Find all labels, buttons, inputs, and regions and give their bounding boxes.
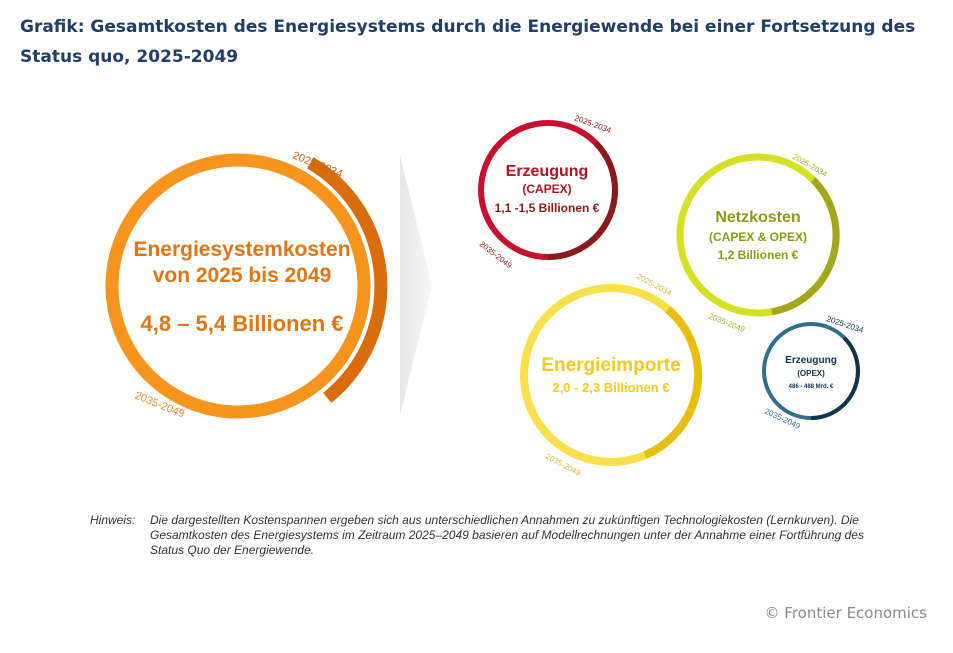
main-title-line1: Energiesystemkosten — [133, 238, 351, 261]
flow-arrow — [400, 155, 432, 415]
label-bottom: 2035-2049 — [763, 406, 802, 431]
title: Erzeugung — [505, 163, 589, 180]
main-cost-circle — [112, 150, 381, 421]
value: 2,0 - 2,3 Billionen € — [552, 380, 670, 395]
ring-dark — [772, 180, 836, 312]
label-top: 2025-2034 — [825, 314, 865, 335]
circle-netzkosten — [680, 152, 836, 334]
main-label-top: 2025-2034 — [290, 149, 345, 181]
subtitle: (CAPEX & OPEX) — [708, 230, 808, 244]
page-title: Grafik: Gesamtkosten des Energiesystems durch die Energiewende bei einer Fortsetzung des Status quo, 2025-2049 — [20, 17, 916, 67]
value: 1,1 -1,5 Billionen € — [494, 201, 600, 215]
main-title-line2: von 2025 bis 2049 — [152, 264, 332, 287]
label-bottom: 2035-2049 — [477, 239, 514, 271]
subtitle: (CAPEX) — [522, 182, 572, 196]
footnote-text: Die dargestellten Kostenspannen ergeben sich aus unterschiedlichen Annahmen zu zukünftigen Technologiekosten (Lernkurven). Die Gesamtkosten des Energiesystems im Zeitraum 2025–2049 basieren auf Modellrechnungen unter der Annahme einer Fortführung des Status Quo der Energiewende. — [150, 513, 864, 557]
label-top: 2025-2034 — [573, 113, 613, 135]
value: 486 - 488 Mrd. € — [788, 384, 834, 390]
subtitle: (OPEX) — [797, 369, 825, 378]
title: Netzkosten — [715, 209, 801, 226]
circle-energieimporte — [524, 272, 698, 478]
label-bottom: 2035-2049 — [707, 311, 747, 335]
value: 1,2 Billionen € — [717, 248, 799, 262]
footnote — [90, 513, 890, 558]
title: Erzeugung — [785, 355, 837, 366]
circle-erzeugung-capex — [478, 113, 615, 270]
main-label-bottom: 2035-2049 — [132, 389, 187, 421]
label-top: 2025-2034 — [635, 271, 674, 298]
circle-erzeugung-opex — [763, 314, 865, 431]
title: Energieimporte — [541, 355, 681, 376]
label-bottom: 2035-2049 — [544, 451, 583, 478]
copyright-credit: © Frontier Economics — [764, 604, 927, 622]
main-value: 4,8 – 5,4 Billionen € — [140, 311, 344, 336]
footnote-label: Hinweis: — [90, 513, 136, 527]
label-top: 2025-2034 — [791, 151, 829, 179]
